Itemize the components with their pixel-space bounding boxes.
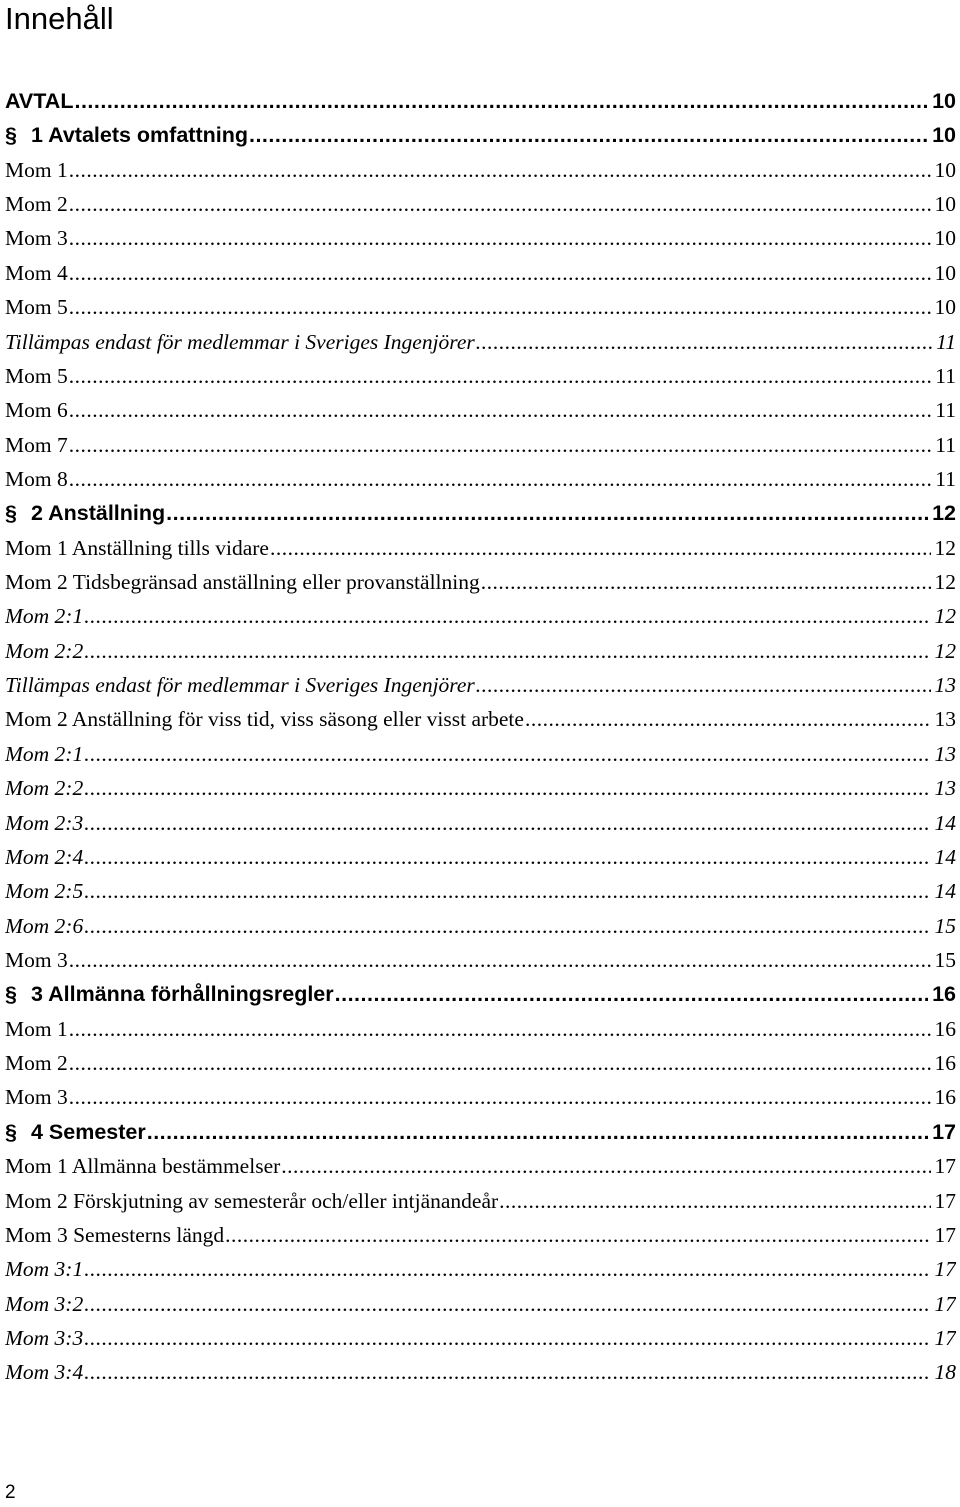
- toc-entry[interactable]: [5, 874, 956, 908]
- toc-entry-title: [5, 1252, 83, 1286]
- toc-entry-title: [5, 1287, 83, 1321]
- toc-entry-title: [5, 1218, 224, 1252]
- toc-entry[interactable]: [5, 290, 956, 324]
- toc-page-number: 11: [935, 398, 956, 423]
- dot-leader: [166, 496, 928, 530]
- toc-page-number: 13: [934, 673, 956, 698]
- toc-entry[interactable]: [5, 462, 956, 496]
- toc-entry[interactable]: [5, 1149, 956, 1183]
- dot-leader: [476, 668, 931, 702]
- toc-entry-title: [5, 943, 68, 977]
- toc-entry-label: Mom 7: [5, 432, 68, 457]
- toc-page-number: 17: [934, 1257, 956, 1282]
- toc-page-number: 11: [935, 363, 956, 388]
- dot-leader: [69, 1046, 931, 1080]
- page-title: Innehåll: [5, 1, 114, 36]
- toc-entry-title: [5, 771, 83, 805]
- dot-leader: [69, 153, 931, 187]
- toc-entry-label: Mom 1: [5, 1016, 68, 1041]
- toc-page-number: 12: [934, 535, 956, 560]
- toc-page-number: 15: [934, 947, 956, 972]
- toc-page-number: 10: [934, 226, 956, 251]
- dot-leader: [481, 565, 931, 599]
- toc-entry[interactable]: [5, 1080, 956, 1114]
- toc-entry-title: [5, 153, 68, 187]
- toc-page-number: 12: [934, 570, 956, 595]
- dot-leader: [84, 1252, 930, 1286]
- toc-entry-label: Mom 5: [5, 295, 68, 320]
- toc-page-number: 17: [934, 1188, 956, 1213]
- toc-entry[interactable]: [5, 634, 956, 668]
- toc-entry-title: [5, 359, 68, 393]
- toc-entry[interactable]: [5, 1355, 956, 1389]
- dot-leader: [84, 909, 930, 943]
- toc-page-number: 18: [934, 1360, 956, 1385]
- toc-page-number: 11: [936, 329, 956, 354]
- toc-section-heading[interactable]: [5, 84, 956, 118]
- dot-leader: [69, 290, 931, 324]
- toc-entry[interactable]: [5, 943, 956, 977]
- toc-page-number: 14: [934, 879, 956, 904]
- toc-entry-label: Mom 2 Tidsbegränsad anställning eller provanställning: [5, 570, 480, 595]
- toc-entry-label: Mom 2:2: [5, 638, 84, 663]
- toc-entry-label: Mom 2:6: [5, 913, 84, 938]
- toc-entry-label: Mom 2:1: [5, 741, 84, 766]
- toc-entry[interactable]: [5, 1218, 956, 1252]
- toc-entry[interactable]: [5, 1012, 956, 1046]
- toc-entry-label: Mom 3 Semesterns längd: [5, 1222, 225, 1247]
- dot-leader: [147, 1115, 928, 1149]
- toc-entry-title: [5, 1321, 83, 1355]
- toc-entry-label: Mom 2: [5, 1051, 68, 1076]
- toc-page-number: 15: [934, 913, 956, 938]
- table-of-contents: [5, 84, 956, 1390]
- toc-entry[interactable]: [5, 1252, 956, 1286]
- toc-entry-title: [5, 531, 269, 565]
- toc-entry-label: Mom 8: [5, 466, 68, 491]
- toc-entry-title: [5, 806, 83, 840]
- toc-page-number: 17: [934, 1291, 956, 1316]
- toc-entry-label: 1 Avtalets omfattning: [30, 123, 248, 148]
- toc-entry-title: [5, 1149, 280, 1183]
- toc-page-number: 17: [934, 1222, 956, 1247]
- toc-entry[interactable]: [5, 325, 956, 359]
- dot-leader: [69, 187, 931, 221]
- toc-page-number: 11: [935, 432, 956, 457]
- toc-entry[interactable]: [5, 909, 956, 943]
- toc-page-number: 11: [935, 466, 956, 491]
- toc-page-number: 10: [932, 123, 956, 148]
- dot-leader: [84, 771, 930, 805]
- toc-entry-label: 3 Allmänna förhållningsregler: [30, 982, 334, 1007]
- toc-entry-label: Mom 1 Anställning tills vidare: [5, 535, 269, 560]
- toc-entry[interactable]: [5, 531, 956, 565]
- toc-entry-label: Mom 3:4: [5, 1360, 84, 1385]
- toc-entry-label: Mom 3: [5, 1085, 68, 1110]
- toc-entry-label: Mom 2:3: [5, 810, 84, 835]
- toc-entry[interactable]: [5, 737, 956, 771]
- toc-entry-label: Mom 3: [5, 226, 68, 251]
- toc-entry-label: Mom 3: [5, 947, 68, 972]
- toc-entry-title: [5, 702, 524, 736]
- dot-leader: [281, 1149, 930, 1183]
- toc-page-number: 16: [934, 1085, 956, 1110]
- toc-entry-label: Tillämpas endast för medlemmar i Sveriges Ingenjörer: [5, 329, 475, 354]
- section-sign-icon: §: [5, 1119, 17, 1144]
- dot-leader: [270, 531, 931, 565]
- toc-entry-label: Tillämpas endast för medlemmar i Sveriges Ingenjörer: [5, 673, 475, 698]
- dot-leader: [499, 1184, 930, 1218]
- toc-entry-label: Mom 2: [5, 192, 68, 217]
- toc-entry[interactable]: [5, 359, 956, 393]
- toc-entry[interactable]: [5, 565, 956, 599]
- toc-entry[interactable]: [5, 1184, 956, 1218]
- toc-entry-title: [5, 634, 83, 668]
- toc-entry-label: Mom 6: [5, 398, 68, 423]
- toc-entry-label: Mom 2:2: [5, 776, 84, 801]
- dot-leader: [225, 1218, 930, 1252]
- toc-entry[interactable]: [5, 428, 956, 462]
- dot-leader: [335, 977, 928, 1011]
- dot-leader: [84, 634, 930, 668]
- toc-page-number: 14: [934, 810, 956, 835]
- dot-leader: [84, 599, 930, 633]
- toc-page-number: 10: [934, 295, 956, 320]
- dot-leader: [476, 325, 932, 359]
- toc-entry[interactable]: [5, 806, 956, 840]
- toc-page-number: 14: [934, 844, 956, 869]
- toc-entry-title: [5, 1115, 146, 1149]
- toc-entry-title: [5, 256, 68, 290]
- toc-entry-title: [5, 325, 475, 359]
- toc-entry-title: [5, 187, 68, 221]
- toc-page-number: 17: [932, 1119, 956, 1144]
- toc-entry[interactable]: [5, 256, 956, 290]
- toc-section-heading[interactable]: [5, 977, 956, 1011]
- toc-page-number: 16: [934, 1051, 956, 1076]
- toc-entry-title: [5, 118, 248, 152]
- toc-entry-label: Mom 3:2: [5, 1291, 84, 1316]
- dot-leader: [69, 1080, 931, 1114]
- page-number: 2: [5, 1482, 16, 1503]
- dot-leader: [84, 874, 930, 908]
- toc-section-heading[interactable]: [5, 1115, 956, 1149]
- toc-entry[interactable]: [5, 393, 956, 427]
- dot-leader: [69, 256, 931, 290]
- dot-leader: [69, 428, 932, 462]
- toc-page-number: 17: [934, 1325, 956, 1350]
- toc-entry-title: [5, 1046, 68, 1080]
- toc-entry-label: Mom 2 Anställning för viss tid, viss säsong eller visst arbete: [5, 707, 524, 732]
- toc-entry[interactable]: [5, 771, 956, 805]
- section-sign-icon: §: [5, 501, 17, 526]
- toc-entry[interactable]: [5, 1321, 956, 1355]
- toc-entry[interactable]: [5, 221, 956, 255]
- toc-page-number: 13: [934, 741, 956, 766]
- toc-entry-title: [5, 1080, 68, 1114]
- section-sign-icon: §: [5, 982, 17, 1007]
- toc-entry[interactable]: [5, 187, 956, 221]
- dot-leader: [74, 84, 928, 118]
- toc-entry-title: [5, 668, 475, 702]
- toc-entry-title: [5, 221, 68, 255]
- dot-leader: [69, 221, 931, 255]
- toc-entry-title: [5, 496, 165, 530]
- toc-entry[interactable]: [5, 1046, 956, 1080]
- toc-entry-title: [5, 462, 68, 496]
- dot-leader: [84, 737, 930, 771]
- toc-entry-title: [5, 599, 83, 633]
- toc-entry-label: Mom 2 Förskjutning av semesterår och/eller intjänandeår: [5, 1188, 499, 1213]
- toc-entry-label: 4 Semester: [30, 1119, 146, 1144]
- dot-leader: [84, 1355, 930, 1389]
- toc-entry[interactable]: [5, 840, 956, 874]
- toc-entry-label: AVTAL: [5, 89, 74, 113]
- dot-leader: [69, 462, 932, 496]
- toc-entry-title: [5, 874, 83, 908]
- toc-entry[interactable]: [5, 702, 956, 736]
- toc-page-number: 17: [934, 1154, 956, 1179]
- toc-page-number: 12: [934, 604, 956, 629]
- dot-leader: [84, 1287, 930, 1321]
- dot-leader: [84, 806, 930, 840]
- toc-page-number: 10: [934, 192, 956, 217]
- toc-entry-title: [5, 1355, 83, 1389]
- dot-leader: [69, 943, 931, 977]
- toc-page-number: 12: [932, 501, 956, 526]
- toc-section-heading[interactable]: [5, 118, 956, 152]
- toc-page-number: 13: [934, 707, 956, 732]
- toc-entry-title: [5, 393, 68, 427]
- toc-page-number: 10: [934, 260, 956, 285]
- toc-entry-title: [5, 840, 83, 874]
- toc-page-number: 10: [934, 157, 956, 182]
- toc-page-number: 13: [934, 776, 956, 801]
- toc-section-heading[interactable]: [5, 496, 956, 530]
- toc-entry-label: Mom 2:4: [5, 844, 84, 869]
- toc-entry-label: Mom 2:1: [5, 604, 84, 629]
- toc-entry-title: [5, 909, 83, 943]
- toc-page-number: 16: [934, 1016, 956, 1041]
- dot-leader: [84, 840, 930, 874]
- toc-entry-title: [5, 1012, 68, 1046]
- toc-entry-label: Mom 1 Allmänna bestämmelser: [5, 1154, 281, 1179]
- toc-entry-title: [5, 428, 68, 462]
- toc-entry-title: [5, 977, 334, 1011]
- toc-entry[interactable]: [5, 599, 956, 633]
- toc-entry-title: [5, 1184, 498, 1218]
- dot-leader: [249, 118, 928, 152]
- section-sign-icon: §: [5, 123, 17, 148]
- toc-entry-label: Mom 5: [5, 363, 68, 388]
- toc-entry-title: [5, 84, 73, 118]
- toc-entry-label: 2 Anställning: [30, 501, 166, 526]
- toc-entry-label: Mom 3:1: [5, 1257, 84, 1282]
- toc-page-number: 10: [932, 89, 956, 113]
- toc-entry-title: [5, 565, 480, 599]
- toc-entry[interactable]: [5, 1287, 956, 1321]
- toc-entry-title: [5, 290, 68, 324]
- toc-entry-label: Mom 4: [5, 260, 68, 285]
- toc-entry-label: Mom 1: [5, 157, 68, 182]
- toc-entry-label: Mom 3:3: [5, 1325, 84, 1350]
- toc-page-number: 12: [934, 638, 956, 663]
- toc-page-number: 16: [932, 982, 956, 1007]
- dot-leader: [525, 702, 931, 736]
- dot-leader: [69, 1012, 931, 1046]
- toc-entry[interactable]: [5, 153, 956, 187]
- toc-entry-title: [5, 737, 83, 771]
- dot-leader: [84, 1321, 930, 1355]
- dot-leader: [69, 393, 932, 427]
- dot-leader: [69, 359, 932, 393]
- toc-entry[interactable]: [5, 668, 956, 702]
- toc-entry-label: Mom 2:5: [5, 879, 84, 904]
